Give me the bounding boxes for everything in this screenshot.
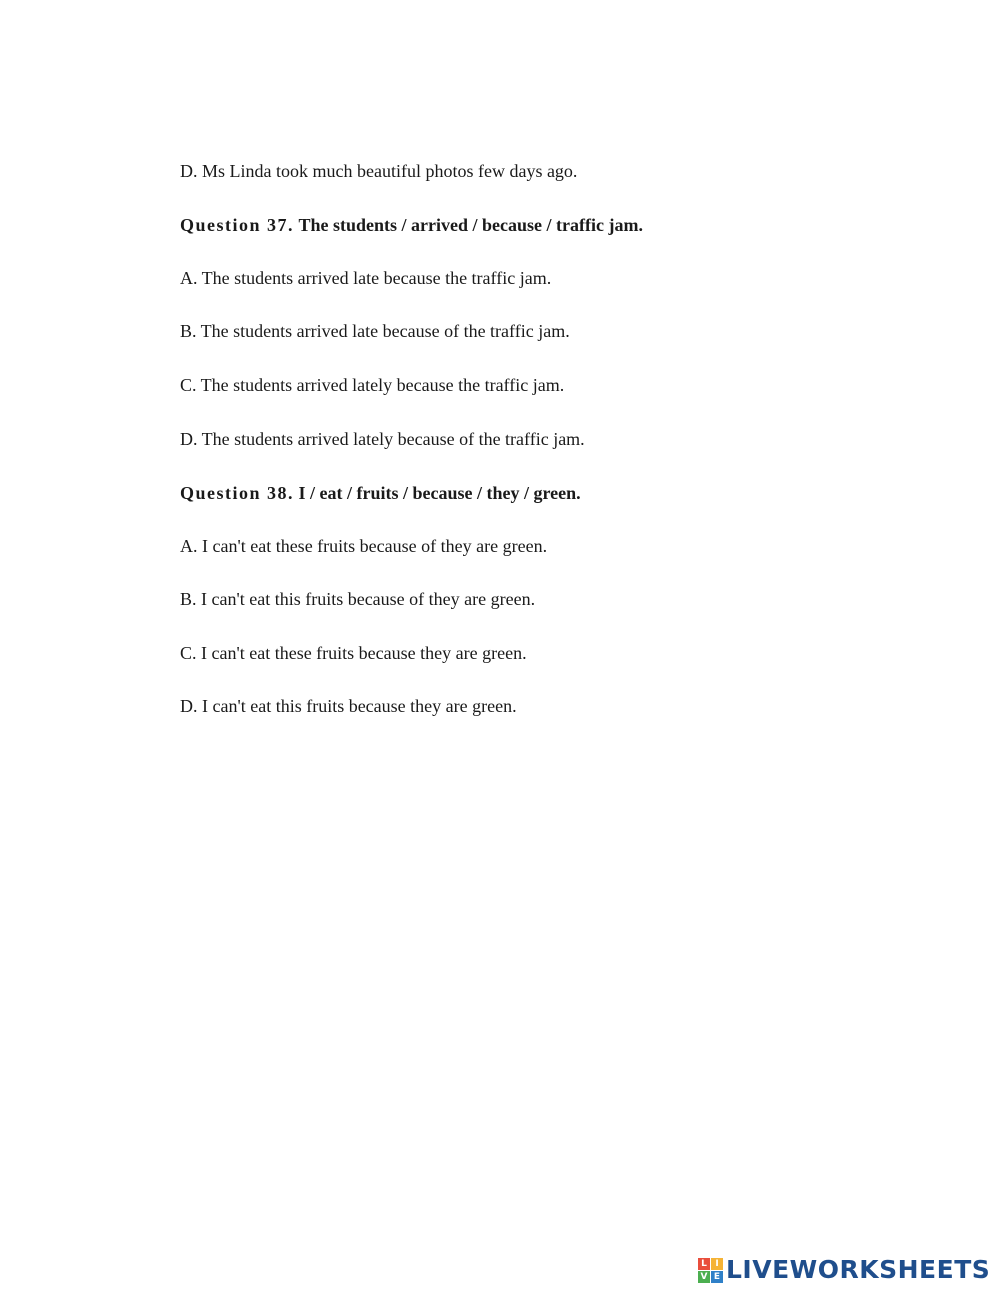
q37-option-d: D. The students arrived lately because of the traffic jam. [180, 429, 585, 449]
logo-letter-e: E [711, 1271, 723, 1283]
logo-letter-l: L [698, 1258, 710, 1270]
q38-option-c: C. I can't eat these fruits because they are green. [180, 643, 527, 663]
q38-number: Question 38. [180, 483, 295, 503]
q38-heading [180, 482, 581, 504]
q37-option-a: A. The students arrived late because the traffic jam. [180, 268, 552, 288]
q38-option-b: B. I can't eat this fruits because of they are green. [180, 589, 536, 609]
logo-mark-icon [698, 1258, 723, 1283]
logo-letter-i: I [711, 1258, 723, 1270]
liveworksheets-logo [698, 1255, 990, 1285]
q37-prompt: The students / arrived / because / traffic jam. [298, 215, 643, 235]
q38-option-a: A. I can't eat these fruits because of they are green. [180, 536, 548, 556]
q38-option-d: D. I can't eat this fruits because they are green. [180, 696, 517, 716]
q37-heading [180, 214, 643, 236]
q37-number: Question 37. [180, 215, 295, 235]
q36-option-d: D. Ms Linda took much beautiful photos few days ago. [180, 161, 578, 181]
q37-option-c: C. The students arrived lately because the traffic jam. [180, 375, 565, 395]
q38-prompt: I / eat / fruits / because / they / green. [298, 483, 581, 503]
logo-letter-v: V [698, 1271, 710, 1283]
brand-name: LIVEWORKSHEETS [726, 1255, 991, 1284]
q37-option-b: B. The students arrived late because of the traffic jam. [180, 321, 570, 341]
